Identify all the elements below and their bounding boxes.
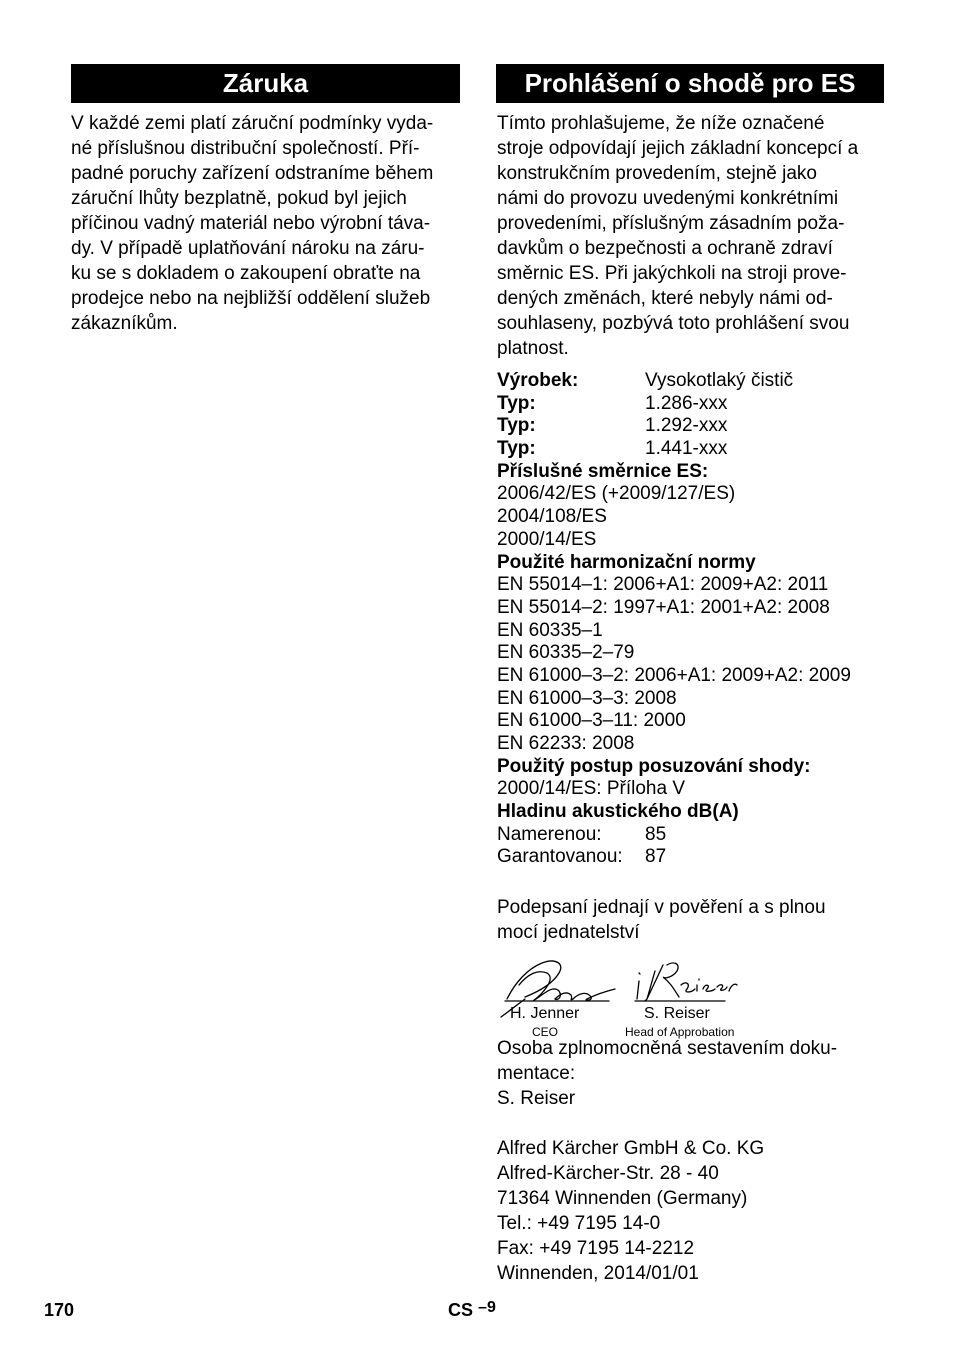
text-line: konstrukčním provedením, stejně jako <box>497 163 817 184</box>
text-line: Tímto prohlašujeme, že níže označené <box>497 113 825 134</box>
noise-guaranteed-label: Garantovanou: <box>497 846 623 868</box>
company-address <box>497 1136 887 1286</box>
signatory-role: CEO <box>532 1025 559 1039</box>
text-line: platnost. <box>497 338 569 359</box>
text-line: mentace: <box>497 1063 576 1084</box>
declaration-heading: Prohlášení o shodě pro ES <box>496 64 884 103</box>
noise-row <box>497 824 887 847</box>
text-line: mocí jednatelství <box>497 922 640 943</box>
text-line: směrnic ES. Při jakýchkoli na stroji prove- <box>497 263 847 284</box>
signatures <box>497 955 797 1045</box>
type-value: 1.292-xxx <box>645 415 728 437</box>
noise-label: Hladinu akustického dB(A) <box>497 801 739 823</box>
noise-measured-value: 85 <box>645 823 667 845</box>
norm-item: EN 55014–1: 2006+A1: 2009+A2: 2011 <box>497 574 829 596</box>
text-line: 71364 Winnenden (Germany) <box>497 1188 748 1209</box>
type-value: 1.441-xxx <box>645 438 728 460</box>
separator-dash: – <box>478 1299 487 1316</box>
norm-item: EN 60335–2–79 <box>497 642 635 664</box>
type-value: 1.286-xxx <box>645 392 728 414</box>
text-line: zákazníkům. <box>71 313 178 334</box>
text-line: Winnenden, 2014/01/01 <box>497 1263 699 1284</box>
text-line: provedeními, příslušným zásadním poža- <box>497 213 845 234</box>
signatory-name: H. Jenner <box>510 1005 580 1022</box>
text-line: ku se s dokladem o zakoupení obraťte na <box>71 263 421 284</box>
documentation-person <box>497 1036 887 1111</box>
text-line: stroje odpovídají jejich základní koncepcí a <box>497 138 859 159</box>
noise-row <box>497 846 887 869</box>
norm-item: EN 61000–3–2: 2006+A1: 2009+A2: 2009 <box>497 664 851 686</box>
product-value: Vysokotlaký čistič <box>645 370 794 391</box>
norm-item: EN 62233: 2008 <box>497 733 635 754</box>
type-label: Typ: <box>497 392 536 414</box>
language-code: CS <box>448 1300 474 1320</box>
text-line: prodejce nebo na nejbližší oddělení služeb <box>71 288 431 309</box>
directives-label: Příslušné směrnice ES: <box>497 460 709 482</box>
norm-item: EN 61000–3–3: 2008 <box>497 687 677 709</box>
procedure-value: 2000/14/ES: Příloha V <box>497 778 686 800</box>
text-line: dených změnách, které nebyly námi od- <box>497 288 833 309</box>
product-row <box>497 370 887 393</box>
text-line: né příslušnou distribuční společností. Pří- <box>71 138 420 159</box>
procedure-label: Použitý postup posuzování shody: <box>497 755 811 777</box>
warranty-text <box>71 111 463 336</box>
type-label: Typ: <box>497 415 536 437</box>
text-line: V každé zemi platí záruční podmínky vyda- <box>71 113 434 134</box>
noise-measured-label: Namerenou: <box>497 823 602 845</box>
text-line: dy. V případě uplatňování nároku na záru- <box>71 238 425 259</box>
text-line: Osoba zplnomocněná sestavením doku- <box>497 1038 838 1059</box>
text-line: Tel.: +49 7195 14-0 <box>497 1213 661 1234</box>
text-line: souhlaseny, pozbývá toto prohlášení svou <box>497 313 850 334</box>
text-line: S. Reiser <box>497 1088 576 1109</box>
text-line: davkům o bezpečnosti a ochraně zdraví <box>497 238 833 259</box>
norm-item: EN 61000–3–11: 2000 <box>497 710 686 732</box>
signed-statement <box>497 895 887 945</box>
text-line: padné poruchy zařízení odstraníme během <box>71 163 434 184</box>
product-spec <box>497 370 887 869</box>
product-label: Výrobek: <box>497 370 579 391</box>
norms-label: Použité harmonizační normy <box>497 551 756 573</box>
directive-item: 2000/14/ES <box>497 528 597 550</box>
type-label: Typ: <box>497 438 536 460</box>
signatory-role: Head of Approbation <box>625 1025 735 1039</box>
type-row <box>497 393 887 416</box>
directive-item: 2006/42/ES (+2009/127/ES) <box>497 483 736 505</box>
section-page-number: 9 <box>486 1299 496 1316</box>
text-line: Fax: +49 7195 14-2212 <box>497 1238 695 1259</box>
norm-item: EN 60335–1 <box>497 619 603 641</box>
text-line: Podepsaní jednají v pověření a s plnou <box>497 897 826 918</box>
declaration-intro <box>497 111 887 361</box>
page-number: 170 <box>44 1300 75 1320</box>
text-line: Alfred-Kärcher-Str. 28 - 40 <box>497 1163 719 1184</box>
text-line: Alfred Kärcher GmbH & Co. KG <box>497 1138 765 1159</box>
norm-item: EN 55014–2: 1997+A1: 2001+A2: 2008 <box>497 596 830 618</box>
text-line: záruční lhůty bezplatně, pokud byl jejich <box>71 188 407 209</box>
type-row <box>497 415 887 438</box>
type-row <box>497 438 887 461</box>
text-line: námi do provozu uvedenými konkrétními <box>497 188 839 209</box>
noise-guaranteed-value: 87 <box>645 846 667 868</box>
directive-item: 2004/108/ES <box>497 506 607 528</box>
section-page-indicator <box>448 1300 496 1321</box>
text-line: příčinou vadný materiál nebo výrobní táva- <box>71 213 431 234</box>
signatory-name: S. Reiser <box>644 1005 710 1022</box>
warranty-heading: Záruka <box>71 64 460 103</box>
